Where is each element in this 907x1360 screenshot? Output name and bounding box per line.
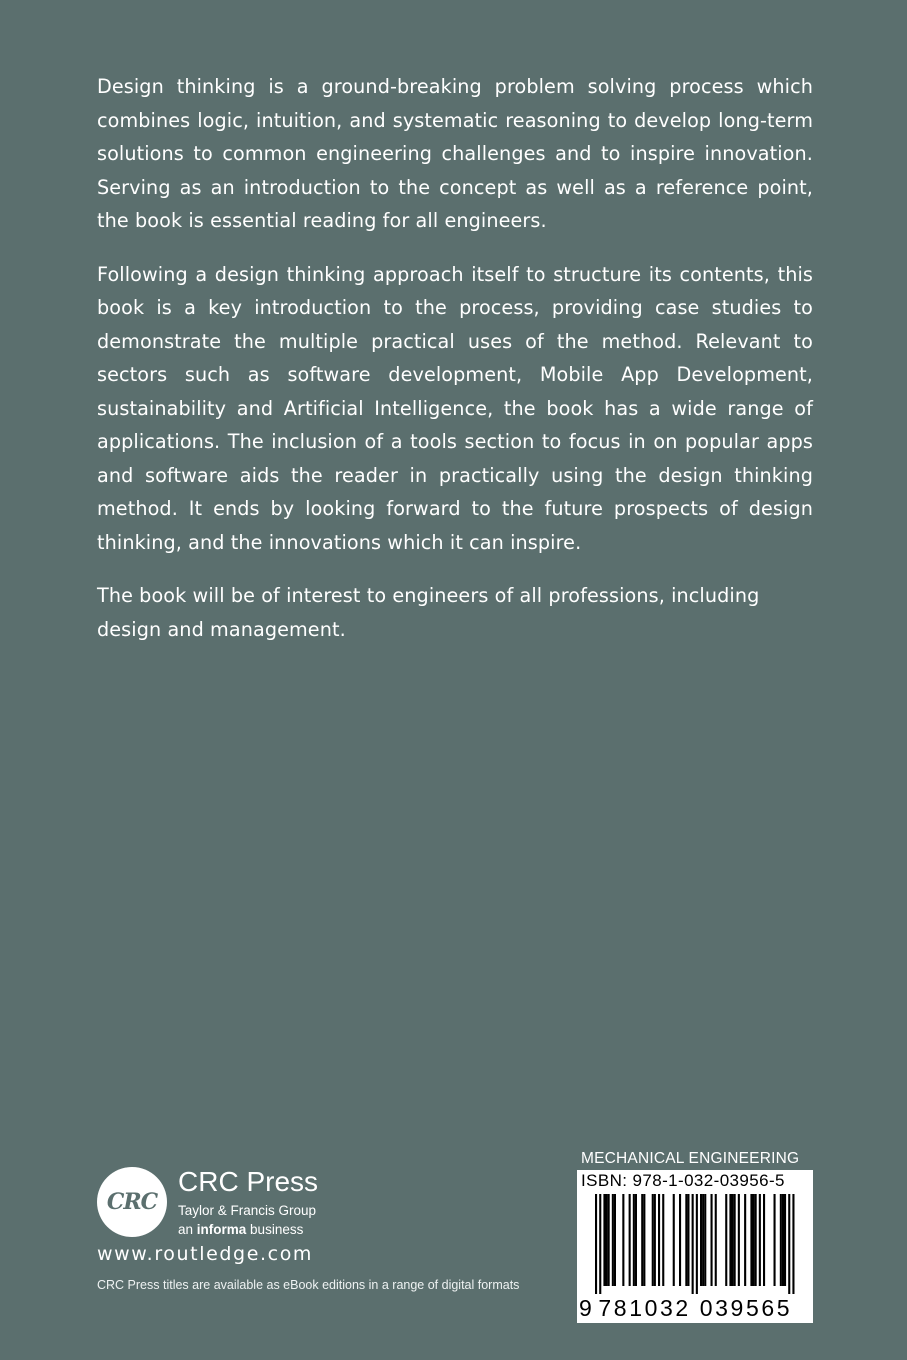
barcode-bar [715,1194,717,1286]
barcode-bar [729,1194,731,1286]
barcode-bar [700,1194,702,1286]
informa-line [178,1221,303,1238]
informa-prefix: an [178,1222,197,1237]
barcode-bar [685,1194,687,1286]
informa-word: informa [196,1222,247,1237]
barcode-bar [643,1194,645,1286]
barcode-bar [658,1194,660,1286]
barcode-bar [784,1194,786,1286]
ean-right-group: 039565 [699,1295,793,1321]
ean-left-group: 781032 [598,1295,691,1321]
barcode-bar [744,1194,746,1286]
barcode-bar [622,1194,624,1286]
barcode-bar [599,1194,601,1294]
barcode-bar [704,1194,706,1286]
barcode-bar [792,1194,794,1294]
isbn-number: ISBN: 978-1-032-03956-5 [581,1171,785,1190]
barcode-bar [614,1194,616,1286]
ean-first-digit: 9 [579,1295,595,1321]
barcode-bar [629,1194,631,1286]
barcode-bar [687,1194,689,1286]
barcode-bar [612,1194,614,1286]
barcode-bar [759,1194,761,1286]
barcode-bar [774,1194,776,1286]
barcode-bar [606,1194,608,1286]
barcode-bar [753,1194,755,1286]
barcode-bar [654,1194,656,1286]
barcode-box [577,1170,813,1323]
barcode-bar [755,1194,757,1286]
barcode-bar [679,1194,681,1286]
publisher-group: Taylor & Francis Group [178,1203,317,1218]
blurb-paragraph-2: Following a design thinking approach itself to structure its contents, this book is a key introduction to the process, providing case studies to demonstrate the multiple practical uses of the method. Relevant to sectors such as software development, Mobile App Development, sustainability and Artificial Intelligence, the book has a wide range of applications. The inclusion of a tools section to focus in on popular apps and software aids the reader in practically using the design thinking method. It ends by looking forward to the future prospects of design thinking, and the innovations which it can inspire. [97,262,813,554]
barcode-bar [608,1194,610,1286]
barcode-bar [603,1194,605,1286]
publisher-block [97,1162,577,1322]
informa-suffix: business [246,1222,304,1237]
barcode-bar [780,1194,782,1286]
ebook-note: CRC Press titles are available as eBook editions in a range of digital formats [97,1278,520,1292]
barcode-bar [711,1194,713,1286]
barcode-bar [738,1194,740,1286]
publisher-website: www.routledge.com [97,1243,314,1265]
barcode-bar [595,1194,597,1294]
barcode-bar [734,1194,736,1286]
barcode-bar [641,1194,643,1286]
barcode-bar [652,1194,654,1286]
ean-digits [579,1294,811,1322]
barcode-bar [725,1194,727,1286]
crc-logo-icon [97,1167,167,1237]
blurb-paragraph-1: Design thinking is a ground-breaking problem solving process which combines logic, intuition, and systematic reasoning to develop long-term solutions to common engineering challenges and to inspire innovation. Serving as an introduction to the concept as well as a reference point, the book is essential reading for all engineers. [97,75,813,232]
back-cover-blurb [97,70,813,666]
barcode-bar [662,1194,664,1286]
subject-category: MECHANICAL ENGINEERING [581,1150,800,1167]
barcode-bar [633,1194,635,1286]
barcode-block [577,1149,813,1323]
barcode-bar [702,1194,704,1286]
barcode-bar [635,1194,637,1286]
barcode-bars [595,1194,795,1294]
blurb-paragraph-3: The book will be of interest to engineers of all professions, including design and management. [97,584,760,641]
barcode-bar [732,1194,734,1286]
barcode-bar [763,1194,765,1286]
barcode-bar [696,1194,698,1294]
barcode-bar [673,1194,675,1286]
barcode-bar [750,1194,752,1286]
barcode-bar [782,1194,784,1286]
barcode-bar [788,1194,790,1294]
barcode-bar [692,1194,694,1294]
crc-logo-text: CRC [106,1189,158,1215]
publisher-name: CRC Press [178,1166,319,1197]
